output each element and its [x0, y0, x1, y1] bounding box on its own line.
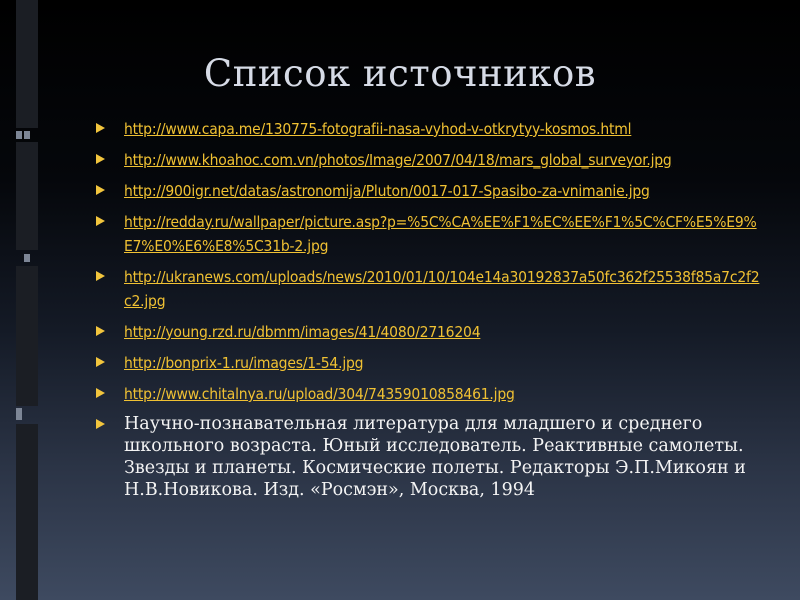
source-link[interactable]: http://redday.ru/wallpaper/picture.asp?p=%5C%CA%EE%F1%EC%EE%F1%5C%CF%E5%E9%E7%E0%E6%E8%5C31b-2.jpg	[124, 213, 757, 255]
bullet-icon	[96, 154, 105, 164]
source-link[interactable]: http://ukranews.com/uploads/news/2010/01/10/104e14a30192837a50fc362f25538f85a7c2f2c2.jpg	[124, 268, 760, 310]
slide-title: Список источников	[203, 52, 597, 95]
list-item	[96, 382, 764, 406]
decorative-bar	[16, 424, 38, 600]
bullet-icon	[96, 185, 105, 195]
decorative-bar	[16, 142, 38, 250]
bullet-icon	[96, 271, 105, 281]
source-link[interactable]: http://young.rzd.ru/dbmm/images/41/4080/2716204	[124, 323, 481, 341]
list-item	[96, 413, 764, 501]
list-item	[96, 210, 764, 258]
list-item	[96, 117, 764, 141]
source-link[interactable]: http://www.chitalnya.ru/upload/304/74359010858461.jpg	[124, 385, 515, 403]
decorative-mark	[16, 131, 22, 139]
decorative-mark	[16, 408, 22, 420]
decorative-bar	[16, 266, 38, 406]
sources-list	[96, 117, 764, 508]
bullet-icon	[96, 357, 105, 367]
list-item	[96, 265, 764, 313]
decorative-mark	[24, 254, 30, 262]
source-link[interactable]: http://www.khoahoc.com.vn/photos/Image/2007/04/18/mars_global_surveyor.jpg	[124, 151, 672, 169]
bullet-icon	[96, 123, 105, 133]
bullet-icon	[96, 326, 105, 336]
reference-text: Научно-познавательная литература для младшего и среднего школьного возраста. Юный исследователь. Реактивные самолеты. Звезды и планеты. Космические полеты. Редакторы Э.П.Микоян и Н.В.Новикова. Изд. «Росмэн», Москва, 1994	[124, 414, 746, 500]
bullet-icon	[96, 419, 105, 429]
list-item	[96, 351, 764, 375]
source-link[interactable]: http://bonprix-1.ru/images/1-54.jpg	[124, 354, 364, 372]
decorative-mark	[24, 131, 30, 139]
source-link[interactable]: http://900igr.net/datas/astronomija/Pluton/0017-017-Spasibo-za-vnimanie.jpg	[124, 182, 650, 200]
bullet-icon	[96, 388, 105, 398]
list-item	[96, 179, 764, 203]
list-item	[96, 320, 764, 344]
source-link[interactable]: http://www.capa.me/130775-fotografii-nasa-vyhod-v-otkrytyy-kosmos.html	[124, 120, 632, 138]
list-item	[96, 148, 764, 172]
bullet-icon	[96, 216, 105, 226]
